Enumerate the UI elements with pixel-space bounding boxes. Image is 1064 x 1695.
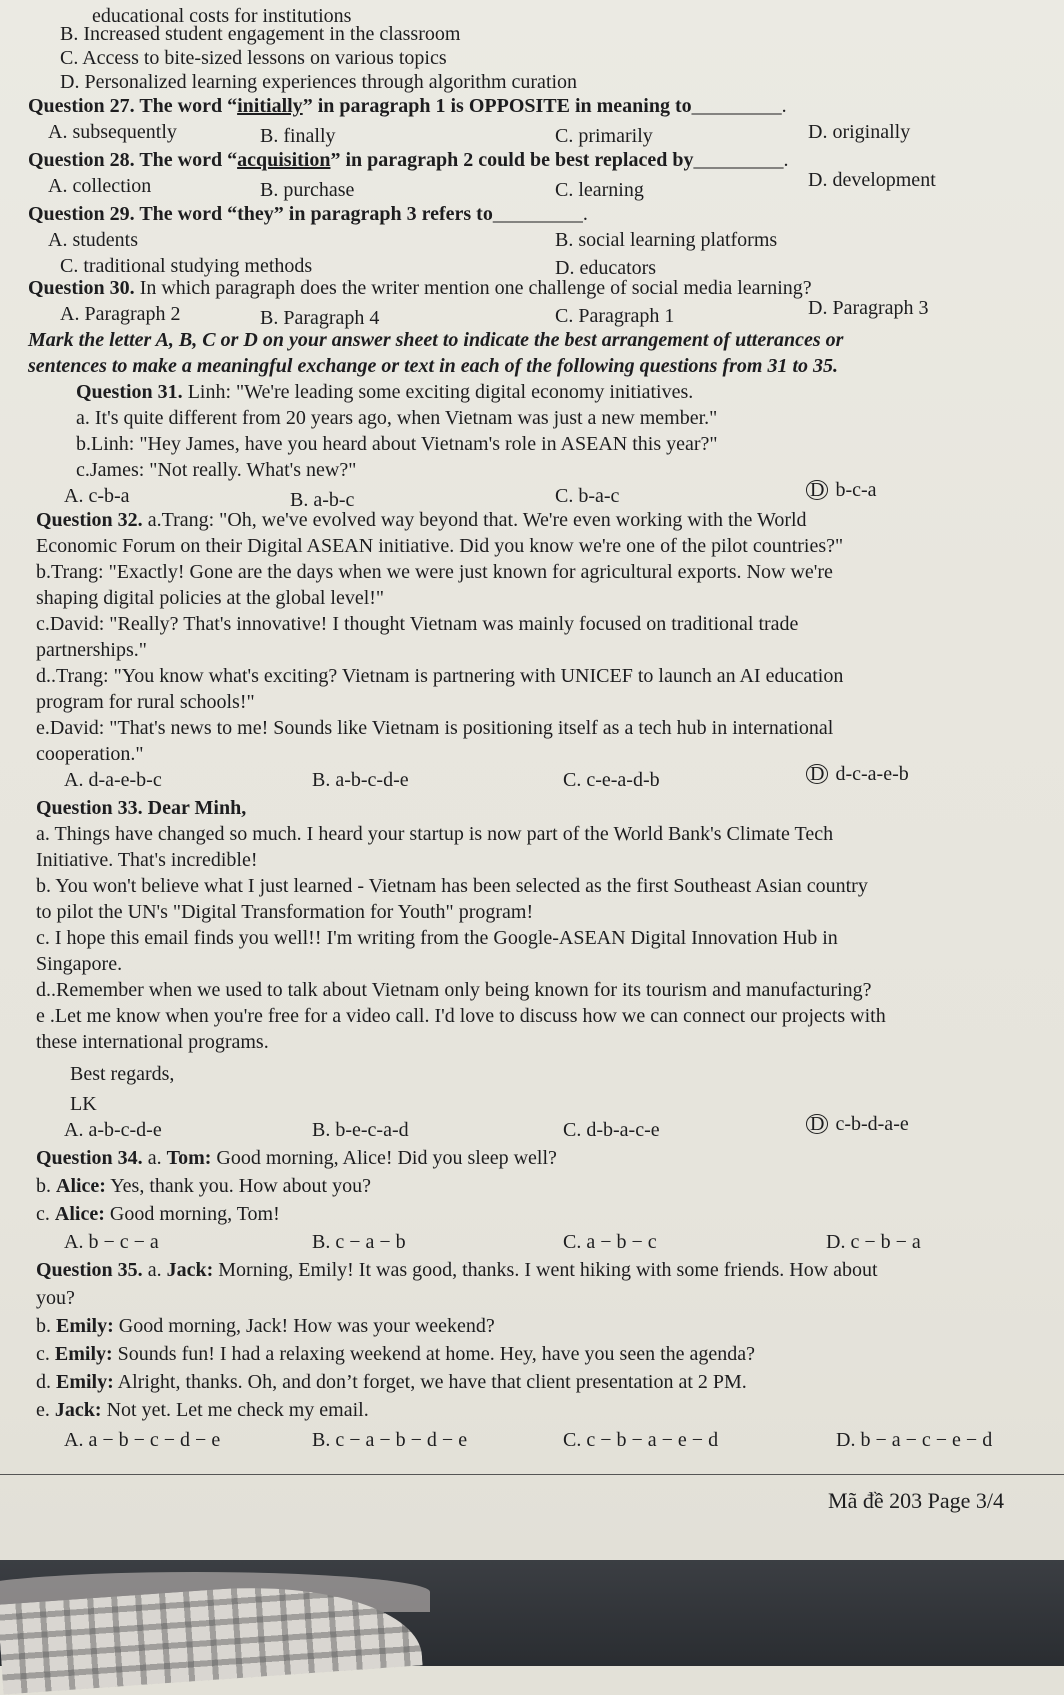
question-number: Question 32. bbox=[36, 509, 143, 531]
option-text: d-c-a-e-b bbox=[830, 763, 909, 785]
text-line: a. It's quite different from 20 years ago, when Vietnam was just a new member." bbox=[76, 407, 718, 429]
text-line: d..Trang: "You know what's exciting? Vietnam is partnering with UNICEF to launch an AI education bbox=[36, 665, 844, 687]
text-line: Singapore. bbox=[36, 953, 123, 975]
dialogue-line bbox=[36, 1370, 747, 1394]
text-line: c.David: "Really? That's innovative! I thought Vietnam was mainly focused on traditional trade bbox=[36, 613, 799, 635]
utterance-letter: d. bbox=[36, 1371, 56, 1393]
page-footer: Mã đề 203 Page 3/4 bbox=[828, 1488, 1004, 1513]
text-line: to pilot the UN's "Digital Transformation for Youth" program! bbox=[36, 901, 534, 923]
utterance-letter: c. bbox=[36, 1203, 55, 1225]
question-number: Question 31. bbox=[76, 381, 183, 403]
text-line: a. Things have changed so much. I heard your startup is now part of the World Bank's Climate Tech bbox=[36, 823, 834, 845]
text-line: e .Let me know when you're free for a video call. I'd love to discuss how we can connect our projects with bbox=[36, 1005, 886, 1027]
utterance-text: Yes, thank you. How about you? bbox=[105, 1175, 371, 1197]
utterance-letter: a. bbox=[142, 1259, 167, 1281]
option-d-marked bbox=[806, 478, 877, 502]
text-line: e.David: "That's news to me! Sounds like Vietnam is positioning itself as a tech hub in international bbox=[36, 717, 834, 739]
text-line: Best regards, bbox=[70, 1063, 175, 1085]
answer-option: C. traditional studying methods bbox=[60, 255, 313, 277]
question-number: Question 29. bbox=[28, 203, 135, 225]
answer-option: D. c − b − a bbox=[826, 1231, 921, 1253]
utterance-text: Sounds fun! I had a relaxing weekend at home. Hey, have you seen the agenda? bbox=[112, 1343, 756, 1365]
question-line bbox=[28, 148, 788, 172]
dialogue-line bbox=[36, 1202, 280, 1226]
text-line: these international programs. bbox=[36, 1031, 269, 1053]
answer-option: B. social learning platforms bbox=[555, 229, 778, 251]
question-text: ” in paragraph 1 is OPPOSITE in meaning to bbox=[302, 95, 692, 117]
dialogue-line bbox=[36, 1174, 371, 1198]
utterance-letter: b. bbox=[36, 1175, 56, 1197]
option-text: c-b-d-a-e bbox=[830, 1113, 909, 1135]
answer-option: C. Access to bite-sized lessons on various topics bbox=[60, 47, 447, 69]
answer-option: A. a − b − c − d − e bbox=[64, 1429, 221, 1451]
question-text: The word “they” in paragraph 3 refers to bbox=[134, 203, 493, 225]
speaker-name: Jack: bbox=[166, 1259, 214, 1281]
answer-blank: _________. bbox=[693, 149, 789, 171]
answer-option: B. Paragraph 4 bbox=[260, 307, 380, 329]
answer-option: B. c − a − b − d − e bbox=[312, 1429, 468, 1451]
answer-option: A. b − c − a bbox=[64, 1231, 159, 1253]
answer-option: B. a-b-c-d-e bbox=[312, 769, 409, 791]
instruction-line: Mark the letter A, B, C or D on your answer sheet to indicate the best arrangement of utterances or bbox=[28, 329, 844, 351]
text-line: educational costs for institutions bbox=[92, 5, 352, 27]
circled-answer-mark: D bbox=[806, 1114, 828, 1134]
answer-option: B. c − a − b bbox=[312, 1231, 406, 1253]
question-number: Question 28. bbox=[28, 149, 135, 171]
utterance-text: Good morning, Tom! bbox=[104, 1203, 280, 1225]
answer-option: A. collection bbox=[48, 175, 152, 197]
answer-option: B. b-e-c-a-d bbox=[312, 1119, 409, 1141]
question-text: In which paragraph does the writer mention one challenge of social media learning? bbox=[134, 277, 812, 299]
text-line: you? bbox=[36, 1287, 75, 1309]
speaker-name: Emily: bbox=[56, 1371, 114, 1393]
dialogue-line bbox=[36, 1398, 369, 1422]
question-line bbox=[36, 508, 807, 532]
text-line: cooperation." bbox=[36, 743, 144, 765]
option-d-marked bbox=[806, 762, 909, 786]
utterance-letter: b. bbox=[36, 1315, 56, 1337]
answer-option: A. d-a-e-b-c bbox=[64, 769, 162, 791]
text-line: LK bbox=[70, 1093, 97, 1115]
answer-option: B. finally bbox=[260, 125, 336, 147]
text-line: program for rural schools!" bbox=[36, 691, 255, 713]
dialogue-line bbox=[36, 1146, 557, 1170]
circled-answer-mark: D bbox=[806, 480, 828, 500]
text-line: d..Remember when we used to talk about Vietnam only being known for its tourism and manufacturing? bbox=[36, 979, 872, 1001]
answer-option: D. development bbox=[808, 169, 936, 191]
question-number: Question 30. bbox=[28, 277, 135, 299]
keyword: acquisition bbox=[237, 149, 331, 171]
utterance-letter: a. bbox=[142, 1147, 167, 1169]
option-text: b-c-a bbox=[830, 479, 877, 501]
circled-answer-mark: D bbox=[806, 764, 828, 784]
instruction-line: sentences to make a meaningful exchange or text in each of the following questions from 31 to 35. bbox=[28, 355, 839, 377]
text-line: partnerships." bbox=[36, 639, 147, 661]
footer-divider bbox=[0, 1474, 1064, 1475]
speaker-name: Emily: bbox=[54, 1343, 113, 1365]
answer-option: D. Paragraph 3 bbox=[808, 297, 929, 319]
text-line: c.James: "Not really. What's new?" bbox=[76, 459, 357, 481]
utterance-letter: c. bbox=[36, 1343, 55, 1365]
answer-option: C. learning bbox=[555, 179, 644, 201]
question-text: a.Trang: "Oh, we've evolved way beyond that. We're even working with the World bbox=[142, 509, 807, 531]
speaker-name: Tom: bbox=[166, 1147, 212, 1169]
dialogue-line bbox=[36, 1258, 878, 1282]
text-line: b.Linh: "Hey James, have you heard about Vietnam's role in ASEAN this year?" bbox=[76, 433, 718, 455]
utterance-text: Good morning, Alice! Did you sleep well? bbox=[211, 1147, 557, 1169]
question-line bbox=[28, 202, 588, 226]
question-line bbox=[28, 94, 787, 118]
answer-option: A. Paragraph 2 bbox=[60, 303, 181, 325]
answer-option: A. subsequently bbox=[48, 121, 177, 143]
answer-option: A. c-b-a bbox=[64, 485, 130, 507]
answer-option: C. a − b − c bbox=[563, 1231, 657, 1253]
answer-option: C. c − b − a − e − d bbox=[563, 1429, 719, 1451]
answer-option: D. Personalized learning experiences through algorithm curation bbox=[60, 71, 578, 93]
question-number: Question 27. bbox=[28, 95, 135, 117]
answer-option: B. purchase bbox=[260, 179, 355, 201]
question-text: ” in paragraph 2 could be best replaced by bbox=[330, 149, 694, 171]
dialogue-line bbox=[36, 1342, 755, 1366]
option-d-marked bbox=[806, 1112, 909, 1136]
text-line: shaping digital policies at the global level!" bbox=[36, 587, 385, 609]
speaker-name: Alice: bbox=[56, 1175, 106, 1197]
speaker-name: Jack: bbox=[54, 1399, 102, 1421]
speaker-name: Alice: bbox=[54, 1203, 105, 1225]
answer-option: C. Paragraph 1 bbox=[555, 305, 675, 327]
answer-blank: _________. bbox=[492, 203, 588, 225]
keyword: initially bbox=[237, 95, 303, 117]
text-line: b. You won't believe what I just learned - Vietnam has been selected as the first Southeast Asian country bbox=[36, 875, 868, 897]
text-line: Economic Forum on their Digital ASEAN initiative. Did you know we're one of the pilot countries?" bbox=[36, 535, 844, 557]
answer-option: D. educators bbox=[555, 257, 657, 279]
utterance-text: Good morning, Jack! How was your weekend? bbox=[113, 1315, 495, 1337]
answer-blank: _________. bbox=[691, 95, 787, 117]
text-line: c. I hope this email finds you well!! I'm writing from the Google-ASEAN Digital Innovation Hub in bbox=[36, 927, 838, 949]
question-line bbox=[76, 380, 693, 404]
dialogue-line bbox=[36, 1314, 495, 1338]
answer-option: A. a-b-c-d-e bbox=[64, 1119, 162, 1141]
answer-option: C. primarily bbox=[555, 125, 653, 147]
question-text: The word “ bbox=[134, 149, 238, 171]
text-line: b.Trang: "Exactly! Gone are the days when we were just known for agricultural exports. Now we're bbox=[36, 561, 833, 583]
answer-option: C. b-a-c bbox=[555, 485, 620, 507]
utterance-text: Not yet. Let me check my email. bbox=[101, 1399, 369, 1421]
answer-option: B. a-b-c bbox=[290, 489, 355, 511]
answer-option: C. d-b-a-c-e bbox=[563, 1119, 660, 1141]
question-heading: Question 33. Dear Minh, bbox=[36, 797, 247, 819]
text-line: Initiative. That's incredible! bbox=[36, 849, 258, 871]
question-text: Linh: "We're leading some exciting digital economy initiatives. bbox=[182, 381, 694, 403]
answer-option: B. Increased student engagement in the classroom bbox=[60, 23, 461, 45]
question-number: Question 35. bbox=[36, 1259, 143, 1281]
question-line bbox=[28, 276, 812, 300]
utterance-letter: e. bbox=[36, 1399, 55, 1421]
answer-option: D. b − a − c − e − d bbox=[836, 1429, 993, 1451]
answer-option: C. c-e-a-d-b bbox=[563, 769, 660, 791]
utterance-text: Alright, thanks. Oh, and don’t forget, we have that client presentation at 2 PM. bbox=[113, 1371, 747, 1393]
utterance-text: Morning, Emily! It was good, thanks. I went hiking with some friends. How about bbox=[213, 1259, 878, 1281]
question-number: Question 34. bbox=[36, 1147, 143, 1169]
answer-option: D. originally bbox=[808, 121, 911, 143]
answer-option: A. students bbox=[48, 229, 138, 251]
question-text: The word “ bbox=[134, 95, 238, 117]
speaker-name: Emily: bbox=[56, 1315, 114, 1337]
